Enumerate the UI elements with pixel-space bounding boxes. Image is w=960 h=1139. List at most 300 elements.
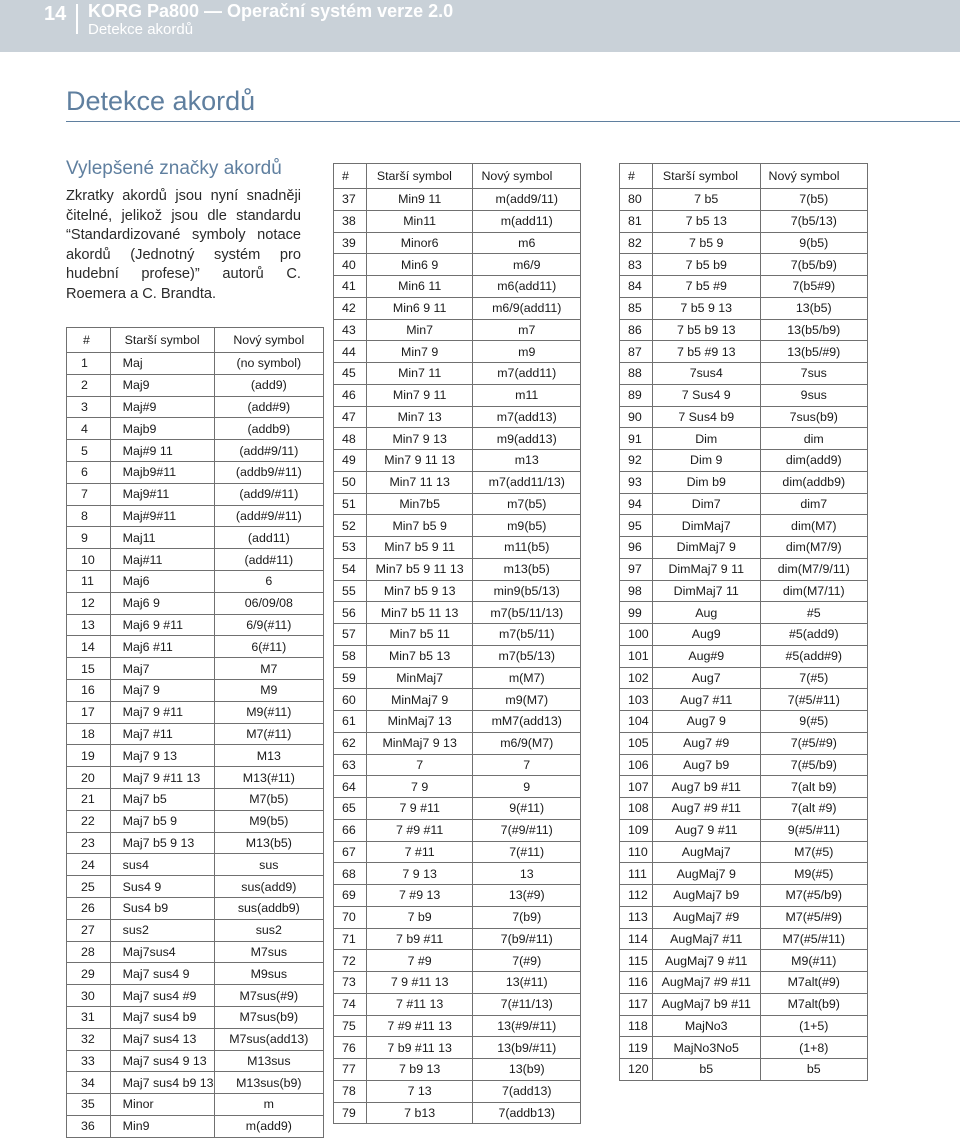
table-row [620, 1059, 868, 1081]
cell-num: 85 [620, 297, 653, 319]
cell-new-symbol: 7(#5/#11) [760, 689, 867, 711]
cell-num: 71 [334, 928, 367, 950]
table-row [334, 254, 581, 276]
table-row [67, 919, 324, 941]
table-row [67, 679, 324, 701]
cell-old-symbol: Maj7 sus4 13 [110, 1028, 214, 1050]
cell-new-symbol: b5 [760, 1059, 867, 1081]
cell-old-symbol: 7sus4 [652, 363, 760, 385]
header-subtitle: Detekce akordů [88, 21, 194, 38]
cell-old-symbol: 7 [366, 754, 473, 776]
table-row [334, 580, 581, 602]
cell-new-symbol: M7(#5/#9) [760, 906, 867, 928]
cell-old-symbol: Min7 13 [366, 406, 473, 428]
cell-num: 60 [334, 689, 367, 711]
cell-num: 78 [334, 1080, 367, 1102]
table-row [67, 723, 324, 745]
cell-old-symbol: Min6 11 [366, 276, 473, 298]
cell-num: 82 [620, 232, 653, 254]
cell-new-symbol: mM7(add13) [473, 711, 581, 733]
cell-new-symbol: dim(add9) [760, 450, 867, 472]
cell-new-symbol: (addb9/#11) [214, 461, 323, 483]
cell-old-symbol: 7 b5 b9 [652, 254, 760, 276]
table-row [620, 406, 868, 428]
cell-new-symbol: 13(b9) [473, 1059, 581, 1081]
cell-old-symbol: b5 [652, 1059, 760, 1081]
cell-num: 108 [620, 798, 653, 820]
cell-new-symbol: 7sus [760, 363, 867, 385]
cell-num: 4 [67, 418, 111, 440]
table-row [67, 767, 324, 789]
cell-old-symbol: 7 b5 9 13 [652, 297, 760, 319]
table-row [67, 897, 324, 919]
cell-num: 42 [334, 297, 367, 319]
cell-new-symbol: sus [214, 854, 323, 876]
cell-old-symbol: Majb9#11 [110, 461, 214, 483]
table-row [67, 788, 324, 810]
cell-new-symbol: M7(#5) [760, 841, 867, 863]
table-row [334, 993, 581, 1015]
cell-num: 43 [334, 319, 367, 341]
cell-new-symbol: 7sus(b9) [760, 406, 867, 428]
cell-num: 61 [334, 711, 367, 733]
cell-old-symbol: 7 Sus4 b9 [652, 406, 760, 428]
cell-new-symbol: dim(addb9) [760, 471, 867, 493]
cell-old-symbol: Aug7 #9 #11 [652, 798, 760, 820]
table-row [334, 1015, 581, 1037]
table-row [334, 711, 581, 733]
table-row [620, 776, 868, 798]
cell-old-symbol: 7 b5 9 [652, 232, 760, 254]
table-row [620, 754, 868, 776]
cell-new-symbol: 7(b9) [473, 906, 581, 928]
table-row [334, 689, 581, 711]
cell-old-symbol: AugMaj7 b9 #11 [652, 993, 760, 1015]
table-row [620, 667, 868, 689]
table-row [67, 636, 324, 658]
table-row [620, 363, 868, 385]
cell-new-symbol: 13(b5/#9) [760, 341, 867, 363]
header-old-symbol: Starší symbol [652, 164, 760, 189]
table-row [620, 1037, 868, 1059]
header-old-symbol: Starší symbol [110, 328, 214, 353]
table-row [620, 580, 868, 602]
cell-old-symbol: MinMaj7 9 [366, 689, 473, 711]
cell-new-symbol: 9(b5) [760, 232, 867, 254]
cell-new-symbol: (add#9/11) [214, 440, 323, 462]
cell-num: 115 [620, 950, 653, 972]
header-new-symbol: Nový symbol [473, 164, 581, 189]
cell-new-symbol: 13(b5) [760, 297, 867, 319]
cell-num: 39 [334, 232, 367, 254]
cell-old-symbol: Min9 [110, 1115, 214, 1137]
table-row [67, 963, 324, 985]
cell-new-symbol: M13(#11) [214, 767, 323, 789]
cell-old-symbol: 7 9 13 [366, 863, 473, 885]
cell-old-symbol: Min6 9 [366, 254, 473, 276]
cell-old-symbol: 7 b9 #11 13 [366, 1037, 473, 1059]
cell-num: 62 [334, 732, 367, 754]
table-row [67, 832, 324, 854]
cell-old-symbol: Aug#9 [652, 645, 760, 667]
cell-old-symbol: Maj7 #11 [110, 723, 214, 745]
cell-new-symbol: dim(M7/11) [760, 580, 867, 602]
cell-num: 20 [67, 767, 111, 789]
page-header-band [0, 0, 960, 52]
cell-old-symbol: Minor6 [366, 232, 473, 254]
cell-old-symbol: Majb9 [110, 418, 214, 440]
cell-num: 29 [67, 963, 111, 985]
page-title: Detekce akordů [66, 86, 256, 116]
cell-old-symbol: 7 9 [366, 776, 473, 798]
table-row [620, 841, 868, 863]
cell-old-symbol: Maj9 [110, 374, 214, 396]
cell-new-symbol: m6/9 [473, 254, 581, 276]
table-row [620, 1015, 868, 1037]
cell-num: 74 [334, 993, 367, 1015]
cell-num: 93 [620, 471, 653, 493]
cell-old-symbol: DimMaj7 [652, 515, 760, 537]
cell-old-symbol: Min7 9 [366, 341, 473, 363]
cell-new-symbol: dim(M7/9/11) [760, 558, 867, 580]
table-row [620, 297, 868, 319]
cell-new-symbol: 9(#11) [473, 798, 581, 820]
cell-num: 90 [620, 406, 653, 428]
table-row [67, 418, 324, 440]
cell-num: 117 [620, 993, 653, 1015]
cell-old-symbol: 7 9 #11 13 [366, 972, 473, 994]
table-row [620, 493, 868, 515]
cell-old-symbol: Maj7 9 #11 [110, 701, 214, 723]
cell-num: 6 [67, 461, 111, 483]
chord-table-2 [333, 163, 581, 1124]
cell-num: 112 [620, 885, 653, 907]
cell-num: 14 [67, 636, 111, 658]
table-row [334, 232, 581, 254]
cell-new-symbol: 7(#11) [473, 841, 581, 863]
cell-old-symbol: Aug [652, 602, 760, 624]
cell-new-symbol: m(add9/11) [473, 189, 581, 211]
table-row [334, 972, 581, 994]
cell-old-symbol: Aug7 #11 [652, 689, 760, 711]
page-number: 14 [44, 3, 67, 25]
cell-num: 67 [334, 841, 367, 863]
cell-num: 75 [334, 1015, 367, 1037]
table-row [334, 645, 581, 667]
table-row [334, 493, 581, 515]
cell-old-symbol: 7 Sus4 9 [652, 384, 760, 406]
cell-new-symbol: m11(b5) [473, 537, 581, 559]
table-row [334, 210, 581, 232]
cell-old-symbol: 7 13 [366, 1080, 473, 1102]
cell-new-symbol: 13 [473, 863, 581, 885]
cell-old-symbol: Maj [110, 353, 214, 375]
cell-new-symbol: m7(add11) [473, 363, 581, 385]
cell-num: 52 [334, 515, 367, 537]
cell-num: 66 [334, 819, 367, 841]
cell-old-symbol: Min7 9 13 [366, 428, 473, 450]
cell-num: 56 [334, 602, 367, 624]
table-row [620, 928, 868, 950]
cell-num: 88 [620, 363, 653, 385]
cell-old-symbol: DimMaj7 9 11 [652, 558, 760, 580]
cell-new-symbol: sus(add9) [214, 876, 323, 898]
cell-num: 101 [620, 645, 653, 667]
table-row [620, 189, 868, 211]
cell-old-symbol: Min11 [366, 210, 473, 232]
header-num: # [67, 328, 111, 353]
cell-num: 51 [334, 493, 367, 515]
table-row [334, 1080, 581, 1102]
cell-old-symbol: Maj#9 11 [110, 440, 214, 462]
table-row [620, 384, 868, 406]
table-row [620, 732, 868, 754]
cell-new-symbol: 9 [473, 776, 581, 798]
cell-new-symbol: 7(alt #9) [760, 798, 867, 820]
cell-old-symbol: Min7 b5 9 11 13 [366, 558, 473, 580]
table-row [334, 732, 581, 754]
cell-new-symbol: (add9) [214, 374, 323, 396]
cell-num: 24 [67, 854, 111, 876]
cell-num: 21 [67, 788, 111, 810]
cell-new-symbol: dim(M7) [760, 515, 867, 537]
cell-old-symbol: Min7 [366, 319, 473, 341]
cell-new-symbol: m6/9(M7) [473, 732, 581, 754]
table-row [334, 819, 581, 841]
table-row [334, 841, 581, 863]
cell-num: 86 [620, 319, 653, 341]
cell-num: 32 [67, 1028, 111, 1050]
cell-old-symbol: AugMaj7 9 #11 [652, 950, 760, 972]
cell-new-symbol: 13(b5/b9) [760, 319, 867, 341]
table-row [67, 701, 324, 723]
cell-old-symbol: 7 #9 #11 [366, 819, 473, 841]
cell-num: 36 [67, 1115, 111, 1137]
cell-new-symbol: 6(#11) [214, 636, 323, 658]
header-new-symbol: Nový symbol [760, 164, 867, 189]
table-row [334, 624, 581, 646]
cell-new-symbol: 13(#9) [473, 885, 581, 907]
cell-new-symbol: m7(b5/11/13) [473, 602, 581, 624]
cell-old-symbol: Maj7 9 [110, 679, 214, 701]
table-row [334, 885, 581, 907]
cell-old-symbol: Maj9#11 [110, 483, 214, 505]
table-row [334, 863, 581, 885]
table-row [67, 1006, 324, 1028]
cell-num: 120 [620, 1059, 653, 1081]
table-row [334, 189, 581, 211]
cell-new-symbol: M7(#5/b9) [760, 885, 867, 907]
table-row [334, 428, 581, 450]
cell-new-symbol: M7alt(#9) [760, 972, 867, 994]
cell-new-symbol: 7(b5) [760, 189, 867, 211]
cell-new-symbol: M7(#5/#11) [760, 928, 867, 950]
cell-num: 54 [334, 558, 367, 580]
cell-old-symbol: Min7 9 11 [366, 384, 473, 406]
table-row [620, 450, 868, 472]
header-divider [76, 4, 78, 34]
cell-num: 98 [620, 580, 653, 602]
cell-new-symbol: 7(b5#9) [760, 276, 867, 298]
header-new-symbol: Nový symbol [214, 328, 323, 353]
table-row [334, 950, 581, 972]
table-row [67, 941, 324, 963]
cell-num: 11 [67, 570, 111, 592]
table-row [334, 406, 581, 428]
cell-old-symbol: Sus4 9 [110, 876, 214, 898]
table-row [620, 341, 868, 363]
cell-old-symbol: Maj#9#11 [110, 505, 214, 527]
chord-table-3 [619, 163, 868, 1081]
cell-old-symbol: 7 b5 b9 13 [652, 319, 760, 341]
cell-old-symbol: Dim b9 [652, 471, 760, 493]
cell-num: 27 [67, 919, 111, 941]
cell-new-symbol: M9(#11) [214, 701, 323, 723]
cell-num: 105 [620, 732, 653, 754]
cell-new-symbol: m7(b5/13) [473, 645, 581, 667]
table-row [620, 906, 868, 928]
table-row [67, 876, 324, 898]
cell-new-symbol: M7sus(add13) [214, 1028, 323, 1050]
cell-num: 7 [67, 483, 111, 505]
table-row [620, 515, 868, 537]
cell-old-symbol: DimMaj7 11 [652, 580, 760, 602]
title-rule [66, 121, 960, 122]
cell-new-symbol: 13(#9/#11) [473, 1015, 581, 1037]
cell-old-symbol: Maj7 b5 9 13 [110, 832, 214, 854]
cell-new-symbol: m6 [473, 232, 581, 254]
cell-new-symbol: dim(M7/9) [760, 537, 867, 559]
cell-old-symbol: 7 b9 #11 [366, 928, 473, 950]
table-row [67, 461, 324, 483]
cell-old-symbol: DimMaj7 9 [652, 537, 760, 559]
cell-num: 95 [620, 515, 653, 537]
cell-num: 30 [67, 985, 111, 1007]
cell-num: 12 [67, 592, 111, 614]
cell-old-symbol: MajNo3No5 [652, 1037, 760, 1059]
cell-old-symbol: Maj7 sus4 b9 [110, 1006, 214, 1028]
cell-num: 2 [67, 374, 111, 396]
cell-num: 3 [67, 396, 111, 418]
cell-new-symbol: m(add9) [214, 1115, 323, 1137]
cell-old-symbol: 7 #9 [366, 950, 473, 972]
table-row [620, 254, 868, 276]
cell-new-symbol: (add#9) [214, 396, 323, 418]
cell-old-symbol: Dim7 [652, 493, 760, 515]
table-row [620, 972, 868, 994]
cell-new-symbol: M7sus(b9) [214, 1006, 323, 1028]
cell-num: 102 [620, 667, 653, 689]
cell-old-symbol: 7 b9 13 [366, 1059, 473, 1081]
cell-new-symbol: 7(b9/#11) [473, 928, 581, 950]
table-row [620, 993, 868, 1015]
cell-new-symbol: 7(alt b9) [760, 776, 867, 798]
cell-old-symbol: Maj7 sus4 b9 13 [110, 1072, 214, 1094]
cell-new-symbol: m9 [473, 341, 581, 363]
cell-num: 47 [334, 406, 367, 428]
cell-new-symbol: (add#9/#11) [214, 505, 323, 527]
cell-old-symbol: Maj6 9 #11 [110, 614, 214, 636]
chord-table-1 [66, 327, 324, 1138]
cell-new-symbol: 7(#5/b9) [760, 754, 867, 776]
table-row [620, 819, 868, 841]
cell-old-symbol: 7 #9 13 [366, 885, 473, 907]
cell-new-symbol: m(M7) [473, 667, 581, 689]
cell-new-symbol: 6/9(#11) [214, 614, 323, 636]
cell-new-symbol: min9(b5/13) [473, 580, 581, 602]
cell-num: 33 [67, 1050, 111, 1072]
cell-old-symbol: Aug7 [652, 667, 760, 689]
cell-num: 77 [334, 1059, 367, 1081]
table-row [67, 483, 324, 505]
table-row [334, 276, 581, 298]
table-row [334, 515, 581, 537]
cell-new-symbol: m(add11) [473, 210, 581, 232]
cell-num: 79 [334, 1102, 367, 1124]
cell-old-symbol: Dim [652, 428, 760, 450]
table-row [67, 1028, 324, 1050]
table-row [334, 537, 581, 559]
cell-old-symbol: Maj7 sus4 9 13 [110, 1050, 214, 1072]
cell-old-symbol: Min7 b5 9 [366, 515, 473, 537]
table-row [334, 341, 581, 363]
table-row [67, 1094, 324, 1116]
cell-old-symbol: 7 #11 [366, 841, 473, 863]
table-row [334, 776, 581, 798]
cell-old-symbol: sus4 [110, 854, 214, 876]
cell-num: 103 [620, 689, 653, 711]
cell-num: 114 [620, 928, 653, 950]
table-row [334, 928, 581, 950]
cell-new-symbol: dim7 [760, 493, 867, 515]
cell-new-symbol: m7(add13) [473, 406, 581, 428]
cell-new-symbol: M7 [214, 658, 323, 680]
cell-old-symbol: Aug7 9 #11 [652, 819, 760, 841]
cell-old-symbol: Maj7 sus4 9 [110, 963, 214, 985]
table-row [334, 906, 581, 928]
cell-new-symbol: 7(#5) [760, 667, 867, 689]
cell-num: 83 [620, 254, 653, 276]
table-row [334, 471, 581, 493]
cell-num: 92 [620, 450, 653, 472]
cell-old-symbol: 7 b5 #9 13 [652, 341, 760, 363]
cell-num: 25 [67, 876, 111, 898]
cell-old-symbol: Maj7 9 13 [110, 745, 214, 767]
cell-num: 31 [67, 1006, 111, 1028]
cell-num: 87 [620, 341, 653, 363]
table-row [620, 471, 868, 493]
header-num: # [620, 164, 653, 189]
cell-num: 38 [334, 210, 367, 232]
cell-old-symbol: AugMaj7 #9 #11 [652, 972, 760, 994]
table-row [620, 689, 868, 711]
table-row [334, 319, 581, 341]
cell-old-symbol: Maj6 [110, 570, 214, 592]
cell-num: 73 [334, 972, 367, 994]
cell-num: 100 [620, 624, 653, 646]
cell-old-symbol: AugMaj7 #9 [652, 906, 760, 928]
table-row [620, 645, 868, 667]
cell-num: 96 [620, 537, 653, 559]
cell-num: 69 [334, 885, 367, 907]
cell-new-symbol: m [214, 1094, 323, 1116]
table-row [620, 232, 868, 254]
cell-num: 45 [334, 363, 367, 385]
table-row [620, 950, 868, 972]
cell-new-symbol: #5(add#9) [760, 645, 867, 667]
cell-num: 8 [67, 505, 111, 527]
cell-num: 46 [334, 384, 367, 406]
